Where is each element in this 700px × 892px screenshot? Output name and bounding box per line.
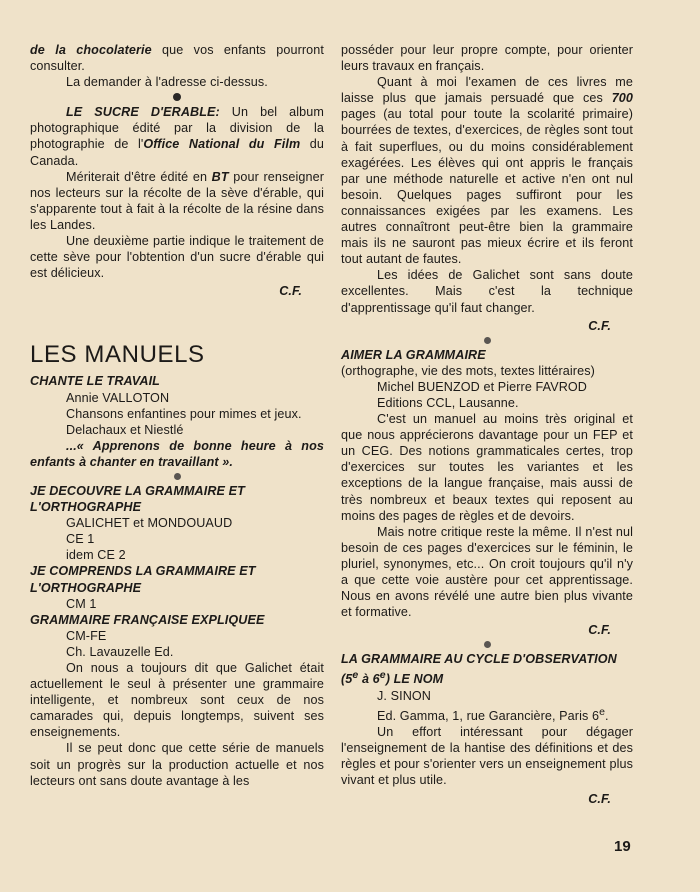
bt-emphasis: BT [211,169,229,184]
book-publisher: Ed. Gamma, 1, rue Garancière, Paris 6e. [377,705,609,724]
book-publisher: Ch. Lavauzelle Ed. [66,644,174,659]
signature: C.F. [279,284,302,299]
book-level: CM-FE [66,628,107,643]
book-level: CM 1 [66,596,97,611]
book-title-chante: CHANTE LE TRAVAIL [30,374,160,389]
deuxieme-paragraph: Une deuxième partie indique le traitement de cette sève pour l'obtention d'un sucre d'érable qui est délicieux. [30,234,324,281]
book-author: Annie VALLOTON [66,390,170,405]
mais-paragraph: Mais notre critique reste la même. Il n'est nul besoin de ces pages d'exercices sur le féminin, le pluriel, synonymes, etc... On croit toujours qu'il n'y a que cette voie austère pour cet apprentissage. Nous en avons révélé une autre bien plus vivante et formative. [341,524,633,620]
section-heading: LES MANUELS [30,341,205,369]
page-number: 19 [614,838,631,855]
right-column [341,42,633,807]
sucre-paragraph: LE SUCRE D'ERABLE: Un bel album photographique édité par la division de la photographie de l'Office National du Film du Canada. [30,105,324,168]
book-title-cycle: LA GRAMMAIRE AU CYCLE D'OBSERVATION [341,652,617,667]
bullet-separator [174,473,181,480]
spacer [30,299,324,341]
book-title-decouvre: JE DECOUVRE LA GRAMMAIRE ET L'ORTHOGRAPHE [30,483,245,515]
signature: C.F. [588,791,611,806]
bullet-separator [484,337,491,344]
posseder-paragraph: posséder pour leur propre compte, pour orienter leurs travaux en français. [341,43,633,74]
office-name: Office National du Film [143,137,301,152]
cest-paragraph: C'est un manuel au moins très original et que nous apprécierons davantage pour un FEP et un CEG. Des notions grammaticales certes, trop d'exercices sur toutes les variantes et les exceptions de la langue française, mais aussi de très nombreux et beaux textes qui reposent au moins des pages de règles et de devoirs. [341,412,633,523]
book-quote: enfants à chanter en travaillant ». [30,454,233,469]
bullet-separator [173,93,181,101]
pages-count: 700 [611,91,633,106]
serie-paragraph: Il se peut donc que cette série de manuels soit un progrès sur la production actuelle et nos lecteurs ont sans doute avantage à les [30,741,324,788]
chocolaterie-emphasis: de la chocolaterie [30,43,152,57]
book-author: Michel BUENZOD et Pierre FAVROD [377,379,588,394]
sucre-title: LE SUCRE D'ERABLE: [66,105,220,120]
book-title-expliquee: GRAMMAIRE FRANÇAISE EXPLIQUEE [30,612,265,627]
galichet-paragraph: On nous a toujours dit que Galichet était actuellement le seul à présenter une grammaire intelligente, et nombreux sont ceux de nos camarades qui, depuis longtemps, suivent ses enseignements. [30,661,324,740]
bullet-separator [484,641,491,648]
book-level: CE 1 [66,532,95,547]
book-publisher: Delachaux et Niestlé [66,422,184,437]
left-column [30,42,324,789]
book-title-cycle-nom: (5e à 6e) LE NOM [341,669,444,687]
idees-paragraph: Les idées de Galichet sont sans doute excellentes. Mais c'est la technique d'apprentissage qu'il faut changer. [341,268,633,315]
quant-paragraph: Quant à moi l'examen de ces livres me laisse plus que jamais persuadé que ces 700 pages (au total pour toute la scolarité primaire) bourrées de textes, d'exercices, de règles sont tout à fait superflues, ou du moins considérablement exagérées. Les élèves qui ont appris le français par une méthode naturelle et active n'en ont nul besoin. Quelques pages suffiront pour les connaissances exigées par les examens. Les autres connaîtront peut-être bien la grammaire mais ils ne sauront pas mieux écrire et ils feront tout autant de fautes. [341,75,633,267]
meriterait-paragraph: Mériterait d'être édité en BT pour renseigner nos lecteurs sur la récolte de la sève d'érable, qui s'apparente tout à fait à la récolte de la résine dans les Landes. [30,169,325,232]
book-subtitle: (orthographe, vie des mots, textes littéraires) [341,363,595,378]
book-author: J. SINON [377,688,431,703]
effort-paragraph: Un effort intéressant pour dégager l'enseignement de la hantise des définitions et des règles et pour s'orienter vers un enseignement plus vivant et plus utile. [341,725,633,788]
demander-line: La demander à l'adresse ci-dessus. [66,75,268,90]
intro-paragraph: de la chocolaterie que vos enfants pourront consulter. [30,43,324,74]
book-author: GALICHET et MONDOUAUD [66,516,233,531]
signature: C.F. [588,623,611,638]
book-quote: ...« Apprenons de bonne heure à nos [66,438,324,453]
book-title-aimer: AIMER LA GRAMMAIRE [341,347,486,362]
book-description: Chansons enfantines pour mimes et jeux. [66,406,302,421]
book-level: idem CE 2 [66,548,126,563]
book-publisher: Editions CCL, Lausanne. [377,395,519,410]
signature: C.F. [588,318,611,333]
book-title-comprends: JE COMPRENDS LA GRAMMAIRE ET L'ORTHOGRAPHE [30,564,256,595]
